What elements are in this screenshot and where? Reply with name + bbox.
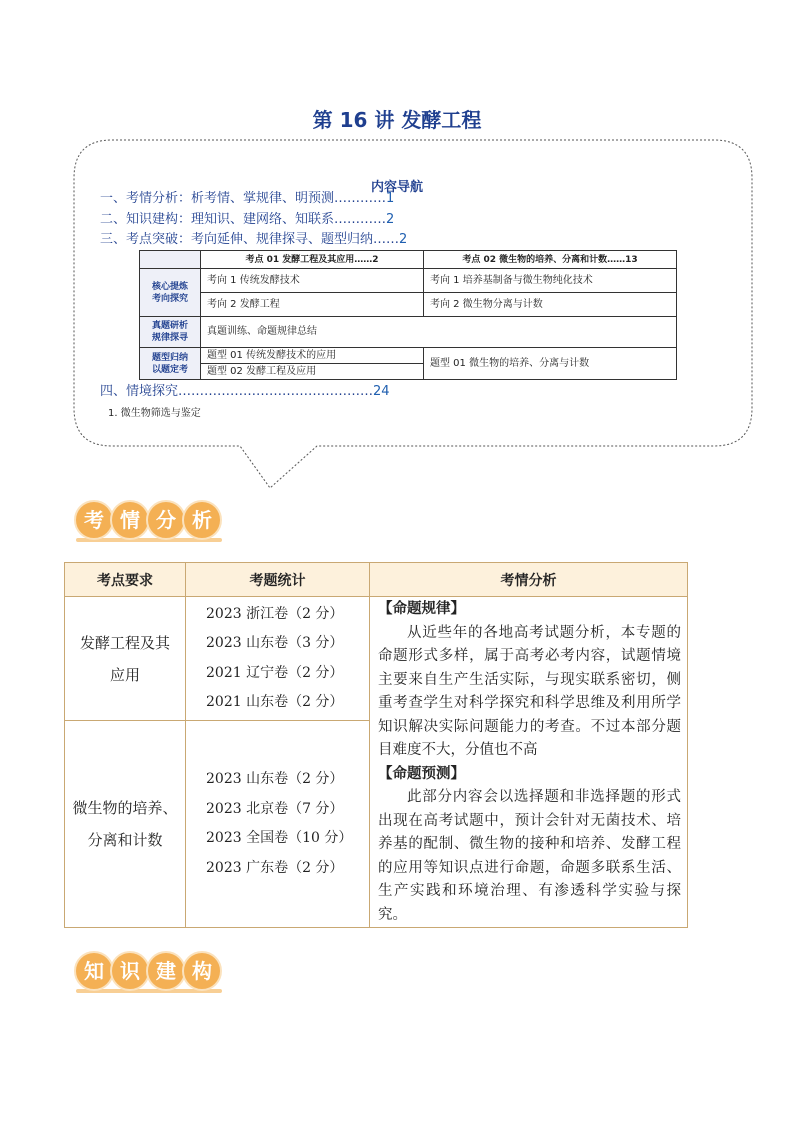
analysis-label: 【命题预测】 xyxy=(378,765,465,782)
nav-line-1: 一、考情分析：析考情、掌规律、明预测…………1 xyxy=(100,191,395,206)
nav-row-label: 核心提炼 考向探究 xyxy=(140,269,201,317)
nav-line-2: 二、知识建构：理知识、建网络、知联系…………2 xyxy=(100,212,395,227)
stats-cell: 2023 山东卷（2 分） 2023 北京卷（7 分） 2023 全国卷（10 分） 2023 广东卷（2 分） xyxy=(186,721,370,928)
exam-analysis-table xyxy=(64,562,688,928)
nav-line-4: 四、情境探究………………………………………24 xyxy=(100,384,390,399)
nav-sub-item: 1. 微生物筛选与鉴定 xyxy=(108,408,201,419)
nav-row-label: 真题研析 规律探寻 xyxy=(140,317,201,348)
analysis-paragraph: 从近些年的各地高考试题分析，本专题的命题形式多样，属于高考必考内容，试题情境主要来自生产生活实际，与现实联系密切，侧重考查学生对科学探究和科学思维及利用所学知识解决实际问题能力的考查。不过本部分题目难度不大，分值也不高 xyxy=(378,624,681,758)
analysis-cell xyxy=(370,597,688,928)
nav-table: 考点 01 发酵工程及其应用……2 考点 02 微生物的培养、分离和计数……13 核心提炼 考向探究 考向 1 传统发酵技术 考向 1 培养基制备与微生物纯化技术 考向 2 发酵工程 考向 2 微生物分离与计数 真题研析 规律探寻 真题训练、命题规律总结 题型归纳 以题定考 题型 01 传统发酵技术的应用 题型 01 微生物的培养、分离与计数 题型 02 发酵工程及应用 xyxy=(139,250,677,380)
stats-cell: 2023 浙江卷（2 分） 2023 山东卷（3 分） 2021 辽宁卷（2 分） 2021 山东卷（2 分） xyxy=(186,597,370,721)
page-title: 第 16 讲 发酵工程 xyxy=(312,108,482,132)
requirement-cell: 微生物的培养、 分离和计数 xyxy=(65,721,186,928)
analysis-paragraph: 此部分内容会以选择题和非选择题的形式出现在高考试题中，预计会针对无菌技术、培养基的配制、微生物的接种和培养、发酵工程的应用等知识点进行命题，命题多联系生活、生产实践和环境治理、有渗透科学实验与探究。 xyxy=(378,789,681,923)
col-header: 考题统计 xyxy=(186,563,370,597)
nav-row-label: 题型归纳 以题定考 xyxy=(140,348,201,380)
col-header: 考情分析 xyxy=(370,563,688,597)
analysis-label: 【命题规律】 xyxy=(378,601,465,617)
nav-line-3: 三、考点突破：考向延伸、规律探寻、题型归纳……2 xyxy=(100,232,408,247)
nav-heading: 内容导航 xyxy=(370,180,423,195)
requirement-cell: 发酵工程及其 应用 xyxy=(65,597,186,721)
col-header: 考点要求 xyxy=(65,563,186,597)
